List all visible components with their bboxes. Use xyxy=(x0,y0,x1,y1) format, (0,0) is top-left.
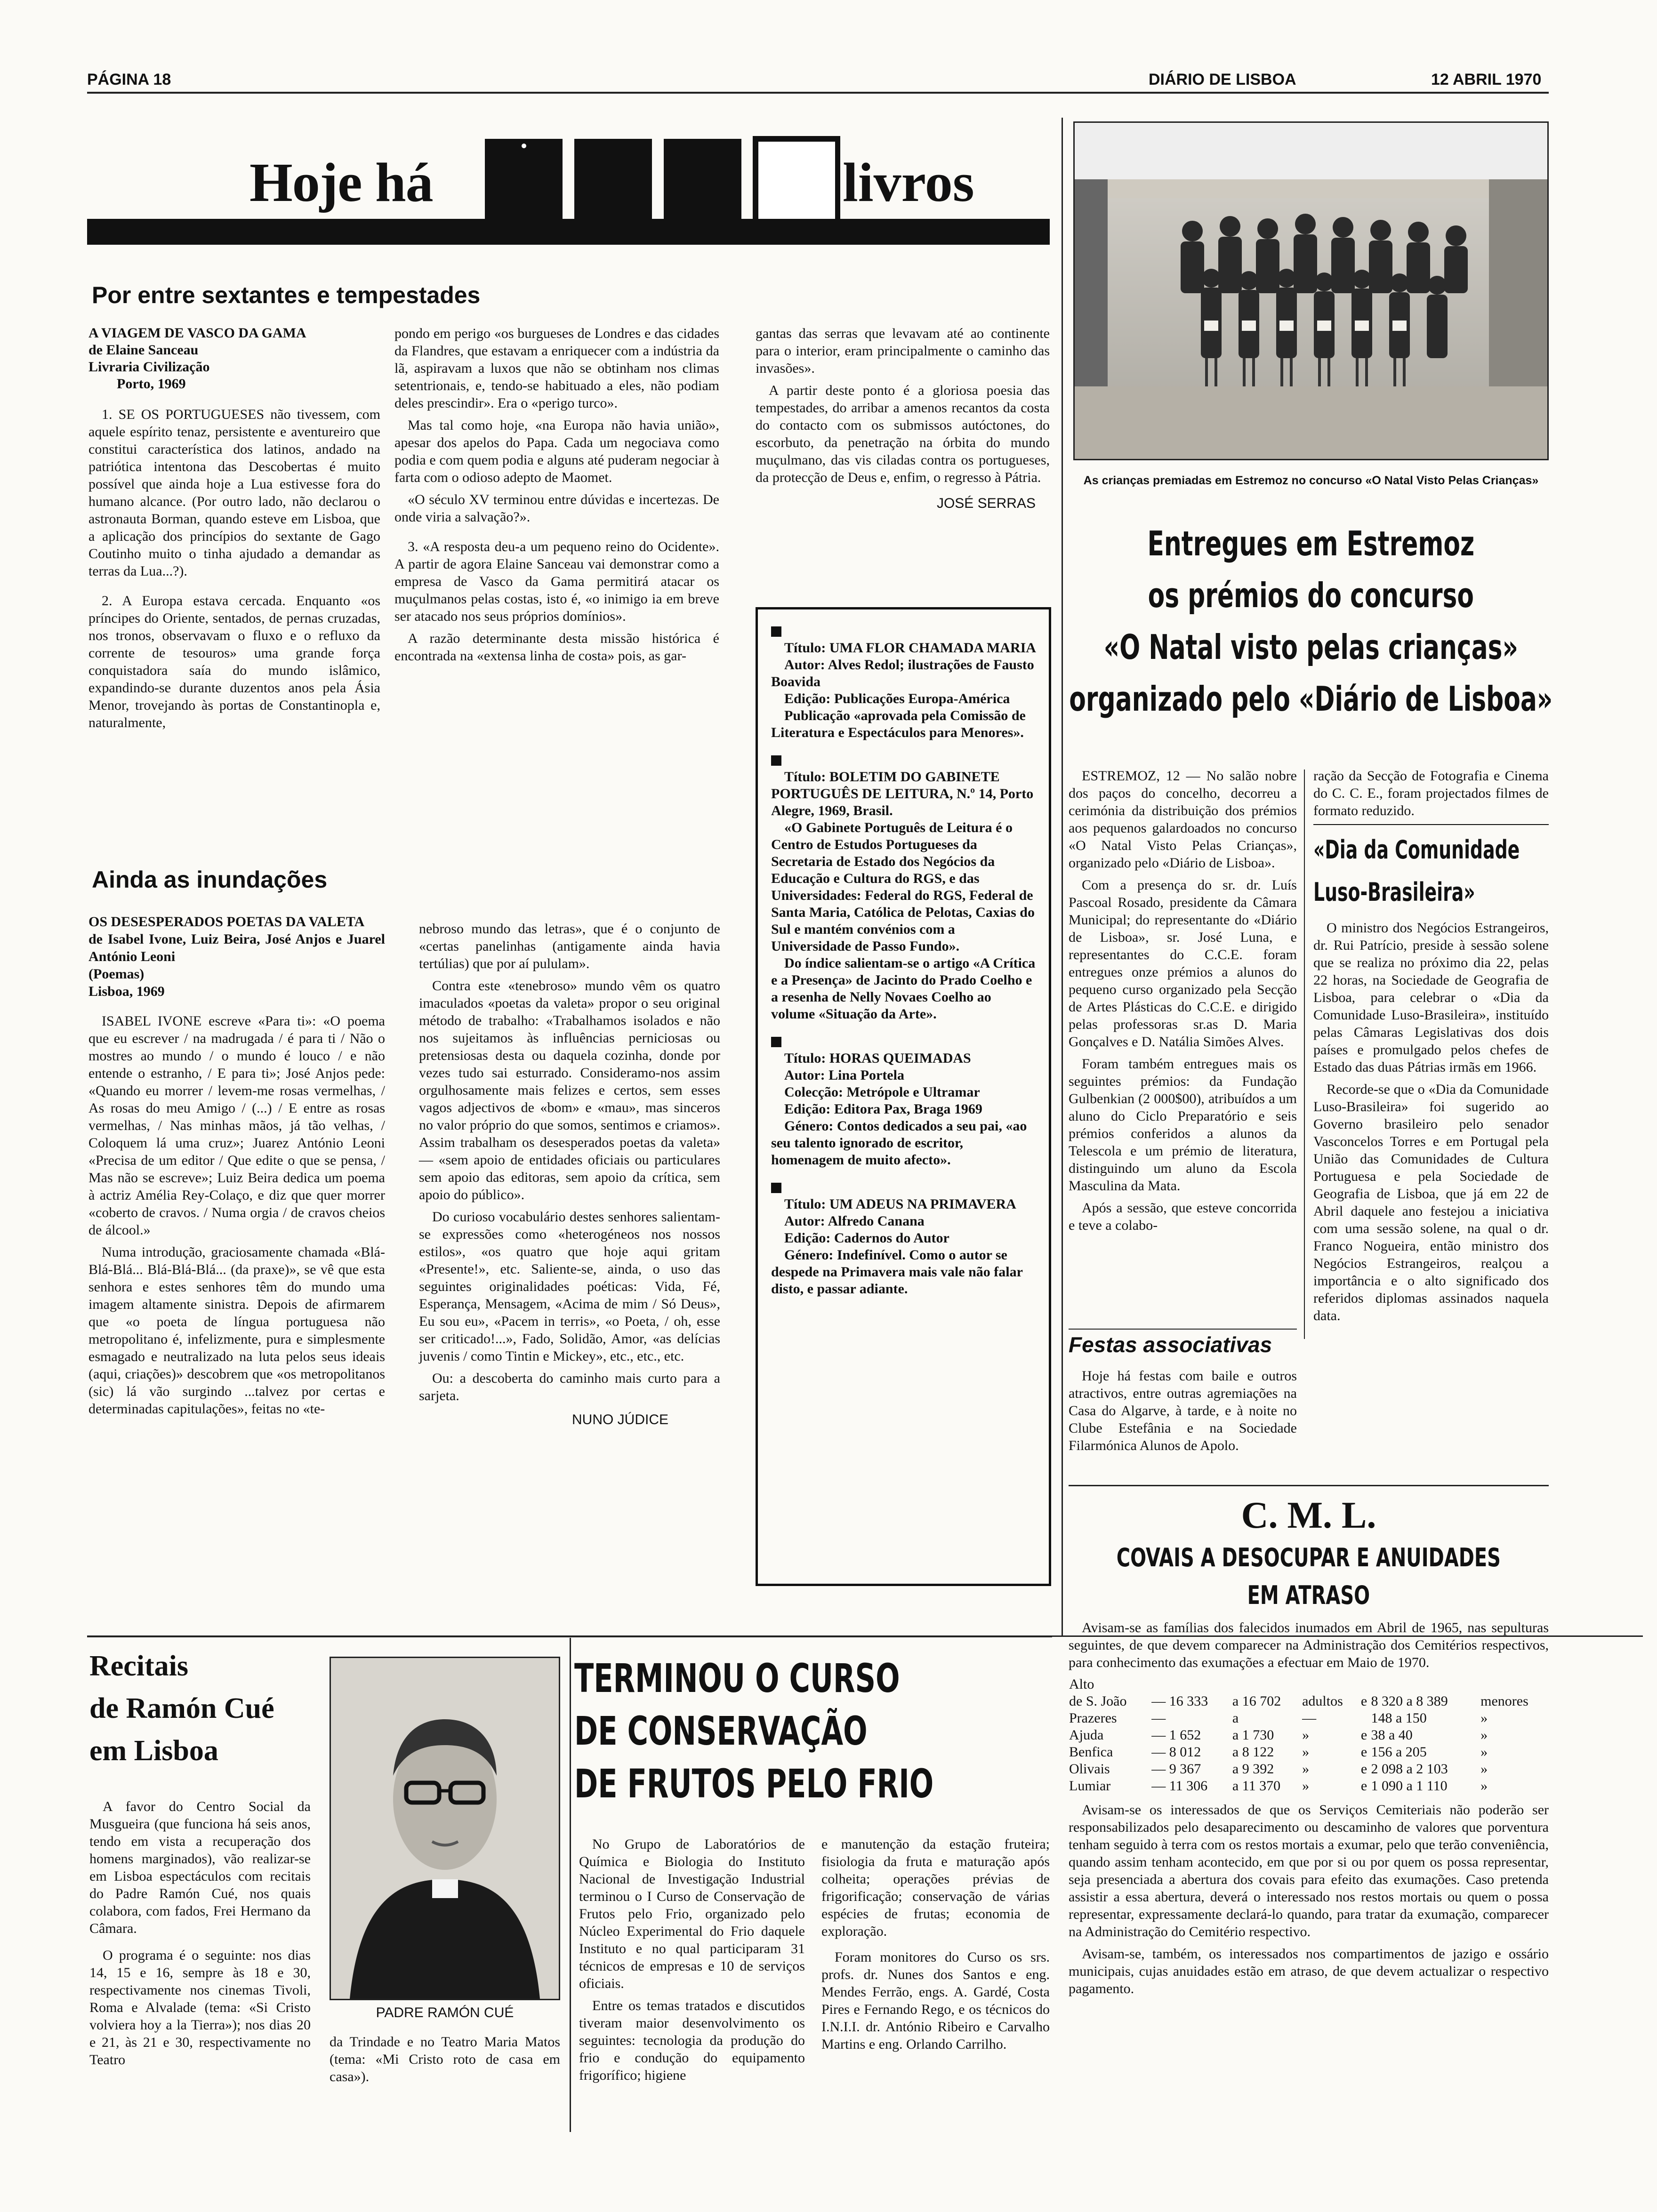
paragraph: A favor do Centro Social da Musgueira (que funciona há seis anos, tendo em vista a recuperação dos homens marginados), vão realizar-se em Lisboa espectáculos com recitais do Padre Ramón Cué, nos quais colabora, com fados, Frei Hermano da Câmara. xyxy=(89,1799,311,1936)
article-column xyxy=(330,2033,560,2090)
bullet-square-icon xyxy=(771,1037,781,1047)
headline-line: Luso-Brasileira» xyxy=(1313,877,1475,907)
article-column xyxy=(821,1835,1050,2058)
book-entry-line: Edição: Cadernos do Autor xyxy=(784,1230,949,1246)
paragraph: A partir deste ponto é a gloriosa poesia das tempestades, do arribar a amenos recantos da costa do contacto com os submissos autóctones, do escorbuto, da penetração na órbita do mundo muçulmano, das vis ciladas contra os portugueses, da protecção de Deus e, enfim, o regresso à Pátria. xyxy=(756,383,1050,485)
table-cell: » xyxy=(1302,1727,1310,1743)
paragraph: e manutenção da estação fruteira; fisiologia da fruta e maturação após colheita; operações prévias de frigorificação; conservação de várias espécies de frutas; economia de exploração. xyxy=(821,1836,1050,1939)
article-title: Por entre sextantes e tempestades xyxy=(92,282,481,308)
paragraph: ISABEL IVONE escreve «Para ti»: «O poema que eu escrever / na madrugada / é para ti / Não o mostres ao mundo / o mundo é louco / e não entende o estranho, / E para ti»; José Anjos pede: «Quando eu morrer / levem-me rosas vermelhas, / As rosas do meu Amigo / (...) / E entre as rosas vermelhas, / Nas minhas mãos, já tão velhas, / Coloquem lá uma cruz»; Juarez António Leoni «Precisa de um editor / Que edite o que se pensa, / Mas não se escreve»; Luiz Beira dedica um poema à actriz Amélia Rey-Colaço, e diz que quer morrer «coberto de cravos. / Numa orgia / de cravos cheios de álcool.» xyxy=(88,1013,385,1238)
table-cell: 156 a 205 xyxy=(1371,1744,1427,1760)
headline-line: «O Natal visto pelas crianças» xyxy=(1103,627,1518,667)
bullet-square-icon xyxy=(771,626,781,637)
paragraph: ração da Secção de Fotografia e Cinema do C. C. E., foram projectados filmes de formato reduzido. xyxy=(1313,768,1549,818)
article-column xyxy=(579,1835,805,2089)
book-entry-title: Título: HORAS QUEIMADAS xyxy=(784,1050,971,1066)
article-column xyxy=(1069,1619,1549,2002)
headline-line: em Lisboa xyxy=(89,1735,218,1767)
headline-line: organizado pelo «Diário de Lisboa» xyxy=(1069,679,1553,719)
signature: NUNO JÚDICE xyxy=(571,1412,668,1427)
paragraph: Recorde-se que o «Dia da Comunidade Luso-Brasileira» foi sugerido ao Governo brasileiro pelo senador Vasconcelos Torres e em Portugal pela União das Comunidades de Cultura Portuguesa e pela Sociedade de Geografia de Lisboa, que já em 22 de Abril daquele ano festejou a iniciativa com uma sessão solene, na qual o dr. Franco Nogueira, então ministro dos Negócios Estrangeiros, realçou a importância e o alto significado dos referidos diplomas assinados naquela data. xyxy=(1313,1082,1549,1323)
cml-title: C. M. L. xyxy=(1241,1495,1376,1536)
book-entry-line: Publicação «aprovada pela Comissão de Literatura e Espectáculos para Menores». xyxy=(771,708,1026,740)
paragraph: gantas das serras que levavam até ao continente para o interior, eram principalmente o caminho das invasões». xyxy=(756,326,1050,376)
paragraph: Contra este «tenebroso» mundo vêm os quatro imaculados «poetas da valeta» propor o seu original método de trabalho: «Trabalhamos isolados e não nos sujeitamos às influências perniciosas ou pretensiosas desta ou daquela cozinha, donde por vezes tudo sai esturrado. Consideramo-nos assim orgulhosamente mais felizes e certos, sem esses vagos adjectivos de «bom» e «mau», mas sinceros no valor próprio do que somos, sentimos e criamos». Assim trabalham os desesperados poetas da valeta» — «sem apoio de entidades oficiais ou particulares sem apoio das editoras, sem apoio da crítica, sem apoio do público». xyxy=(419,978,720,1202)
book-place: Lisboa, 1969 xyxy=(88,984,165,999)
children-photo xyxy=(1073,121,1549,460)
photo-caption: PADRE RAMÓN CUÉ xyxy=(376,2005,514,2020)
table-cell: Prazeres xyxy=(1069,1710,1117,1726)
paragraph: Avisam-se os interessados de que os Serviços Cemiteriais não poderão ser responsabilizados pelo desaparecimento ou descaminho de valores que porventura tenham seguido à terra com os restos mortais a exumar, pelo que terão conveniência, quando assim tenham acontecido, em que por si ou por quem os possa representar, seja presenciada a abertura dos covais para efeito das exumações. Caso pretenda assistir a essa abertura, deverá o interessado nos restos mortais ou quem o possa representar, expressamente declará-lo quando, para tratar da exumação, comparecer na Administração do Cemitério respectivo. xyxy=(1069,1802,1549,1940)
table-cell: Lumiar xyxy=(1069,1778,1111,1794)
divider xyxy=(1069,1329,1297,1330)
headline-line: DE FRUTOS PELO FRIO xyxy=(574,1761,934,1807)
book-entry-line: Autor: Lina Portela xyxy=(784,1067,904,1083)
book-entry xyxy=(771,755,1038,1023)
priest-photo-image xyxy=(331,1658,559,1999)
book-entry xyxy=(771,626,1038,741)
table-cell: Ajuda xyxy=(1069,1727,1104,1743)
paragraph: A razão determinante desta missão histórica é encontrada na «extensa linha de costa» pois, as gar- xyxy=(394,631,719,664)
table-row xyxy=(1069,1727,1549,1744)
paragraph: «O século XV terminou entre dúvidas e incertezas. De onde viria a salvação?». xyxy=(394,492,719,525)
cml-subtitle: EM ATRASO xyxy=(1247,1580,1370,1610)
book-entry-line: Edição: Editora Pax, Braga 1969 xyxy=(784,1101,982,1117)
divider xyxy=(1313,824,1549,825)
table-cell: » xyxy=(1302,1761,1310,1777)
book-title: OS DESESPERADOS POETAS DA VALETA xyxy=(88,914,365,930)
table-cell: a 11 370 xyxy=(1232,1778,1281,1794)
column-divider xyxy=(1062,118,1063,1635)
header-rule xyxy=(87,92,1549,94)
article-title: Ainda as inundações xyxy=(92,866,328,893)
paragraph: Após a sessão, que esteve concorrida e teve a colabo- xyxy=(1069,1200,1297,1233)
divider xyxy=(1069,1485,1549,1486)
recitais-headline xyxy=(89,1645,274,1772)
table-cell: a 1 730 xyxy=(1232,1727,1274,1743)
table-row xyxy=(1069,1693,1549,1710)
paragraph: Ou: a descoberta do caminho mais curto para a sarjeta. xyxy=(419,1370,720,1403)
article-column xyxy=(1069,767,1297,1239)
book-entry-line: Género: Contos dedicados a seu pai, «ao seu talento ignorado de escritor, homenagem de muito afecto». xyxy=(771,1118,1027,1168)
bullet-square-icon xyxy=(771,1183,781,1193)
book-entry-title: Título: UMA FLOR CHAMADA MARIA xyxy=(784,640,1036,656)
table-cell: — 9 367 xyxy=(1151,1761,1201,1777)
paragraph: nebroso mundo das letras», que é o conjunto de «certas panelinhas (antigamente ainda havia tertúlias) que por aí pululam». xyxy=(419,921,720,971)
paragraph: No Grupo de Laboratórios de Química e Biologia do Instituto Nacional de Investigação Industrial terminou o I Curso de Conservação de Frutos pelo Frio, organizado pelo Núcleo Experimental do Frio daquele Instituto e no qual participaram 31 técnicos de empresas e 10 de serviços oficiais. xyxy=(579,1836,805,1991)
article-column xyxy=(88,913,385,1422)
bullet-square-icon xyxy=(771,755,781,766)
book-entry-line: «O Gabinete Português de Leitura é o Centro de Estudos Portugueses da Secretaria de Estado dos Negócios da Educação e Cultura do RGS, e das Universidades: Federal do RGS, Federal de Santa Maria, Católica de Pelotas, Caxias do Sul e mantém convénios com a Universidade de Passo Fundo». xyxy=(771,820,1035,954)
photo-caption: As crianças premiadas em Estremoz no concurso «O Natal Visto Pelas Crianças» xyxy=(1083,474,1539,487)
book-author: de Elaine Sanceau xyxy=(88,342,199,358)
table-cell: — xyxy=(1151,1710,1166,1726)
table-cell: 1 090 a 1 110 xyxy=(1371,1778,1448,1794)
paragraph: Avisam-se, também, os interessados nos compartimentos de jazigo e ossário municipais, cujas anuidades estão em atraso, de que devem actualizar o respectivo pagamento. xyxy=(1069,1946,1549,1996)
masthead xyxy=(87,122,1050,259)
issue-date: 12 ABRIL 1970 xyxy=(1431,71,1542,88)
paragraph: da Trindade e no Teatro Maria Matos (tema: «Mi Cristo roto de casa em casa»). xyxy=(330,2034,560,2084)
table-cell: » xyxy=(1480,1727,1488,1743)
book-details xyxy=(88,325,380,393)
paragraph: 3. «A resposta deu-a um pequeno reino do Ocidente». A partir de agora Elaine Sanceau vai demonstrar como a empresa de Vasco da Gama permitirá atacar os muçulmanos pelas costas, isto é, «o inimigo ia em breve ser atacado nos seus próprios domínios». xyxy=(394,539,719,624)
table-cell: Benfica xyxy=(1069,1744,1113,1760)
book-author: de Isabel Ivone, Luiz Beira, José Anjos e Juarel António Leoni xyxy=(88,931,385,964)
book-publisher: Livraria Civilização xyxy=(88,359,210,375)
table-cell: » xyxy=(1480,1744,1488,1760)
frutos-headline xyxy=(574,1652,1052,1810)
book-details xyxy=(88,913,385,1000)
book-entry-line: Género: Indefinível. Como o autor se despede na Primavera mais vale não falar disto, e passar adiante. xyxy=(771,1247,1023,1297)
table-row xyxy=(1069,1778,1549,1795)
book-place: Porto, 1969 xyxy=(117,376,186,392)
section-divider xyxy=(87,1635,1052,1637)
table-cell: » xyxy=(1480,1761,1488,1777)
table-cell: — 1 652 xyxy=(1151,1727,1201,1743)
books-received-box xyxy=(756,607,1051,1586)
table-cell: 148 a 150 xyxy=(1371,1710,1427,1726)
table-cell: e xyxy=(1360,1693,1367,1709)
book-entry xyxy=(771,1037,1038,1169)
table-cell: » xyxy=(1302,1778,1310,1794)
article-column xyxy=(1313,767,1549,1329)
table-cell: 2 098 a 2 103 xyxy=(1371,1761,1448,1777)
table-cell xyxy=(1360,1710,1371,1727)
book-entry-line: Edição: Publicações Europa-América xyxy=(784,691,1010,706)
table-cell: a 9 392 xyxy=(1232,1761,1274,1777)
headline-line: DE CONSERVAÇÃO xyxy=(574,1708,868,1754)
table-cell: a 16 702 xyxy=(1232,1693,1281,1709)
book-entry-line: Do índice salientam-se o artigo «A Crítica e a Presença» de Jacinto do Prado Coelho e a resenha de Nelly Novaes Coelho ao volume «Situação da Arte». xyxy=(771,955,1036,1022)
headline-line: «Dia da Comunidade xyxy=(1313,835,1520,865)
table-cell: e xyxy=(1360,1727,1367,1743)
book-entry-line: Autor: Alfredo Canana xyxy=(784,1213,925,1229)
table-cell: » xyxy=(1480,1710,1488,1726)
book-title: A VIAGEM DE VASCO DA GAMA xyxy=(88,325,306,341)
children-photo-image xyxy=(1075,123,1547,459)
paragraph: Numa introdução, graciosamente chamada «Blá-Blá-Blá... Blá-Blá-Blá... (da praxe)», se vê que esta senhora e estes senhores têm do mundo uma imagem altamente sinistra. Depois de afirmarem que «o poeta de língua portuguesa não metropolitano é, infelizmente, pura e simplesmente esmagado e neutralizado na luta pelos seus ideais (aqui, criações)» descobrem que «os metropolitanos (sic) lá vão surgindo ...talvez por certas e determinadas capitulações», feitas no «te- xyxy=(88,1244,385,1417)
table-cell: e xyxy=(1360,1744,1367,1760)
paragraph: O ministro dos Negócios Estrangeiros, dr. Rui Patrício, preside à sessão solene que se realiza no próximo dia 22, pelas 22 horas, na Sociedade de Geografia de Lisboa, para celebrar o «Dia da Comunidade Luso-Brasileira», instituído pelas Câmaras Legislativas dos dois países e promulgado pelos chefes de Estado das duas Pátrias irmãs em 1966. xyxy=(1313,920,1549,1075)
article-column xyxy=(1069,1367,1297,1459)
article-column xyxy=(756,325,1050,512)
book-entry-line: Autor: Alves Redol; ilustrações de Fausto Boavida xyxy=(771,657,1034,689)
article-column xyxy=(89,1798,311,2073)
table-cell: adultos xyxy=(1302,1693,1343,1709)
signature: JOSÉ SERRAS xyxy=(936,496,1036,511)
column-divider xyxy=(570,1638,571,2132)
masthead-bar xyxy=(87,219,1050,245)
headline-line: TERMINOU O CURSO xyxy=(574,1655,900,1701)
table-row xyxy=(1069,1744,1549,1761)
article-column xyxy=(88,325,380,736)
table-cell: — 8 012 xyxy=(1151,1744,1201,1760)
table-cell: a 8 122 xyxy=(1232,1744,1274,1760)
table-cell: — 16 333 xyxy=(1151,1693,1208,1709)
masthead-left-word: Hoje há xyxy=(249,152,433,213)
paragraph: Entre os temas tratados e discutidos tiveram maior desenvolvimento os seguintes: tecnologia da produção do frio e condução do equipamento frigorífico; higiene xyxy=(579,1998,805,2083)
article-column xyxy=(419,920,720,1428)
table-cell: — 11 306 xyxy=(1151,1778,1208,1794)
book-entry-title: Título: BOLETIM DO GABINETE PORTUGUÊS DE LEITURA, N.º 14, Porto Alegre, 1969, Brasil. xyxy=(771,769,1034,818)
paragraph: Com a presença do sr. dr. Luís Pascoal Rosado, presidente da Câmara Municipal; do representante do «Diário de Lisboa», sr. José Luna, e representantes do C.C.E. foram entregues onze prémios a alunos do pequeno curso organizado pela Secção de Artes Plásticas do C.C.E. e dirigido pelas professoras sr.as D. Maria Gonçalves e D. Natália Simões Alves. xyxy=(1069,877,1297,1050)
paragraph: Do curioso vocabulário destes senhores salientam-se expressões como «heterogéneos nos nossos estilos», «os quatro que hoje aqui gritam «Presente!», etc. Saliente-se, ainda, o uso das seguintes originalidades poéticas: Vida, Fé, Esperança, Mensagem, «Acima de mim / Só Deus», Eu sou eu», «Pacem in terris», «o Poeta, / oh, esse ser criticado!...», Fado, Solidão, Amor, «as delícias juvenis / como Tintin e Mickey», etc., etc., etc. xyxy=(419,1209,720,1364)
table-cell: — xyxy=(1302,1710,1317,1726)
book-entry-line: Colecção: Metrópole e Ultramar xyxy=(784,1084,980,1100)
page-number: PÁGINA 18 xyxy=(87,71,171,88)
headline-line: Recitais xyxy=(89,1650,189,1682)
table-cell: » xyxy=(1302,1744,1310,1760)
book-entry xyxy=(771,1183,1038,1298)
column-divider xyxy=(1304,769,1305,1339)
table-cell: e xyxy=(1360,1761,1367,1777)
table-row xyxy=(1069,1710,1549,1727)
headline-line: de Ramón Cué xyxy=(89,1692,274,1724)
exhumation-table xyxy=(1069,1676,1549,1795)
table-cell: Alto xyxy=(1069,1676,1094,1692)
table-cell: Olivais xyxy=(1069,1761,1110,1777)
paragraph: ESTREMOZ, 12 — No salão nobre dos paços do concelho, decorreu a cerimónia da distribuição dos prémios aos pequenos galardoados no concurso «O Natal Visto Pelas Crianças», organizado pelo «Diário de Lisboa». xyxy=(1069,768,1297,871)
table-cell: a xyxy=(1232,1710,1239,1726)
article-column xyxy=(394,325,719,669)
paragraph: Avisam-se as famílias dos falecidos inumados em Abril de 1965, nas sepulturas seguintes, de que devem comparecer na Administração dos Cemitérios respectivos, para conhecimento das exumações a efectuar em Maio de 1970. xyxy=(1069,1620,1549,1670)
paragraph: Foram também entregues mais os seguintes prémios: da Fundação Gulbenkian (2 000$00), atribuídos a um aluno do Ciclo Preparatório e seis prémios conferidos a alunos da Telescola e um prémio de literatura, distinguindo um aluno da Escola Masculina da Mata. xyxy=(1069,1056,1297,1194)
table-cell: 8 320 a 8 389 xyxy=(1371,1693,1448,1709)
estremoz-headline xyxy=(1069,518,1553,725)
paragraph: 2. A Europa estava cercada. Enquanto «os príncipes do Oriente, sentados, de pernas cruzadas, nos tronos, observavam o fluxo e o refluxo da corrente de tesouros» uma grande força conquistadora saía do mundo islâmico, expandindo-se durante duzentos anos pela Ásia Menor, trovejando às portas de Constantinopla e, naturalmente, xyxy=(88,593,380,730)
table-row xyxy=(1069,1761,1549,1778)
table-cell: de S. João xyxy=(1069,1693,1127,1709)
book-entry-title: Título: UM ADEUS NA PRIMAVERA xyxy=(784,1196,1016,1212)
festas-title: Festas associativas xyxy=(1069,1332,1272,1357)
table-cell: menores xyxy=(1480,1693,1528,1709)
paragraph: Hoje há festas com baile e outros atractivos, entre outras agremiações na Casa do Algarve, à tarde, e à noite no Clube Estefânia e na Sociedade Filarmónica Alunos de Apolo. xyxy=(1069,1368,1297,1453)
table-cell: » xyxy=(1480,1778,1488,1794)
cml-subtitle: COVAIS A DESOCUPAR E ANUIDADES xyxy=(1116,1543,1501,1572)
table-row xyxy=(1069,1676,1549,1693)
headline-line: os prémios do concurso xyxy=(1148,576,1474,615)
table-cell: 38 a 40 xyxy=(1371,1727,1413,1743)
masthead-right-word: livros xyxy=(843,152,974,213)
headline-line: Entregues em Estremoz xyxy=(1147,524,1475,563)
priest-photo xyxy=(330,1657,560,2000)
paragraph: O programa é o seguinte: nos dias 14, 15 e 16, sempre às 18 e 30, respectivamente nos cinemas Tivoli, Roma e Alvalade (tema: «Si Cristo volviera hoy a la Tierra»); nos dias 20 e 21, às 21 e 30, respectivamente no Teatro xyxy=(89,1948,311,2068)
newspaper-name: DIÁRIO DE LISBOA xyxy=(1149,71,1296,88)
paragraph: Foram monitores do Curso os srs. profs. dr. Nunes dos Santos e eng. Mendes Ferrão, engs. A. Gardé, Costa Pires e Fernando Rego, e os técnicos do I.N.I.I. dr. António Ribeiro e Carvalho Martins e eng. Orlando Carrilho. xyxy=(821,1949,1050,2052)
book-genre: (Poemas) xyxy=(88,966,145,982)
paragraph: pondo em perigo «os burgueses de Londres e das cidades da Flandres, que estavam a enriquecer com a indústria da lã, aspiravam a luxos que não se obtinham nos climas setentrionais, e, tendo-se habituado a eles, não podiam deles prescindir». Era o «perigo turco». xyxy=(394,326,719,411)
paragraph: Mas tal como hoje, «na Europa não havia união», apesar dos apelos do Papa. Cada um negociava como podia e com quem podia e alguns até puderam negociar à farta com o odioso adepto de Maomet. xyxy=(394,417,719,485)
table-cell: e xyxy=(1360,1778,1367,1794)
paragraph: 1. SE OS PORTUGUESES não tivessem, com aquele espírito tenaz, persistente e aventureiro que constitui característica dos latinos, andado na patriótica intentona das Descobertas é muito possível que ainda hoje a Lua estivesse fora do humano alcance. (Por outro lado, não declarou o astronauta Borman, quando esteve em Lisboa, que a aplicação dos princípios do sextante de Gago Coutinho muito o tinha ajudado a demandar as terras da Lua...?). xyxy=(88,407,380,579)
cml-headline xyxy=(1069,1492,1549,1614)
